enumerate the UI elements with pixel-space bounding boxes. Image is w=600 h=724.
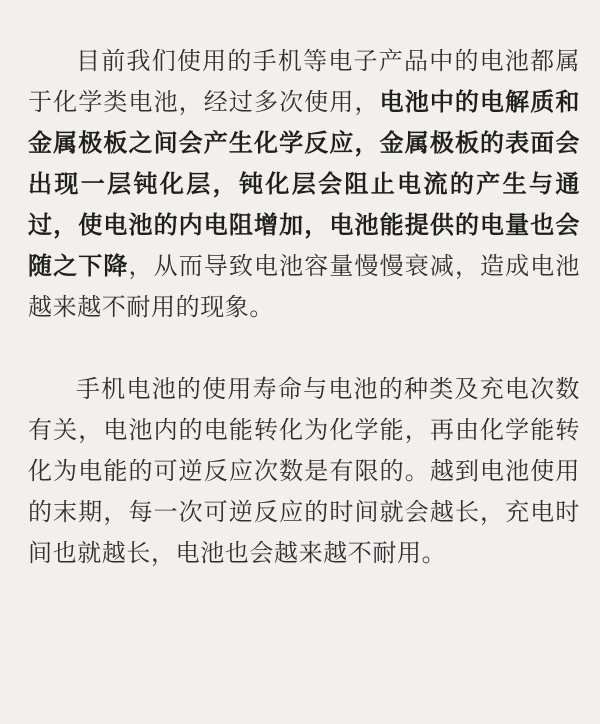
paragraph-2-text: 手机电池的使用寿命与电池的种类及充电次数有关，电池内的电能转化为化学能，再由化学能转化为电能的可逆反应次数是有限的。越到电池使用的末期，每一次可逆反应的时间就会越长，充电时间也就越长，电池也会越来越不耐用。	[28, 375, 580, 567]
paragraph-1-bold-explanation: 电池中的电解质和金属极板之间会产生化学反应，金属极板的表面会出现一层钝化层，钝化层会阻止电流的产生与通过，使电池的内电阻增加，电池能提供的电量也会随之下降	[28, 88, 580, 280]
paragraph-1-intro-text: 目前我们使用的手机等电子产品中的电池都属于化学类电池，经过多次使用，	[28, 47, 580, 116]
article-body	[28, 41, 580, 574]
paragraph-battery-lifespan	[28, 369, 580, 574]
paragraph-battery-degradation-cause	[28, 41, 580, 328]
paragraph-1-conclusion-text: ，从而导致电池容量慢慢衰减，造成电池越来越不耐用的现象。	[28, 252, 580, 321]
